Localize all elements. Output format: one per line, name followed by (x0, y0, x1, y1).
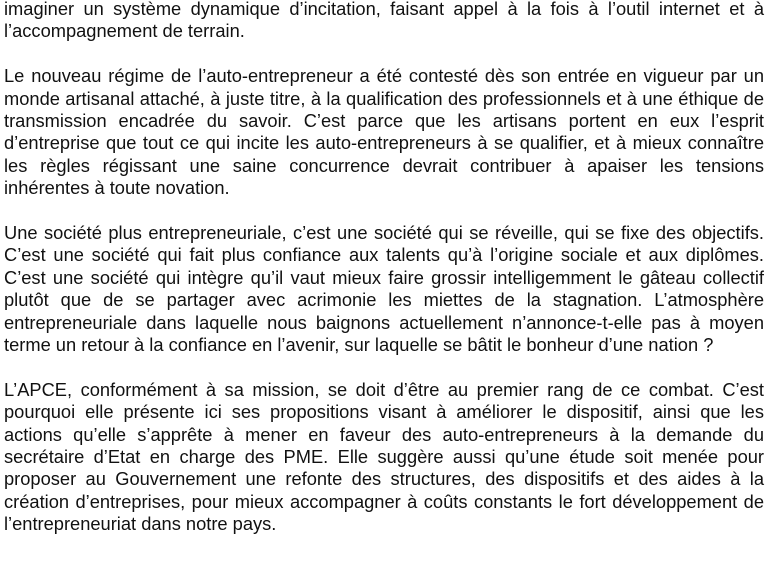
paragraph-entrepreneurial-society: Une société plus entrepreneuriale, c’est une société qui se réveille, qui se fixe des objectifs. C’est une société qui fait plus confiance aux talents qu’à l’origine sociale et aux diplômes. C’est une société qui intègre qu’il vaut mieux faire grossir intelligemment le gâteau collectif plutôt que de se partager avec acrimonie les miettes de la stagnation. L’atmosphère entrepreneuriale dans laquelle nous baignons actuellement n’annonce-t-elle pas à moyen terme un retour à la confiance en l’avenir, sur laquelle se bâtit le bonheur d’une nation ? (4, 222, 764, 356)
document-page (4, 0, 764, 536)
paragraph-apce-mission: L’APCE, conformément à sa mission, se doit d’être au premier rang de ce combat. C’est pourquoi elle présente ici ses propositions visant à améliorer le dispositif, ainsi que les actions qu’elle s’apprête à mener en faveur des auto-entrepreneurs à la demande du secrétaire d’Etat en charge des PME. Elle suggère aussi qu’une étude soit menée pour proposer au Gouvernement une refonte des structures, des dispositifs et des aides à la création d’entreprises, pour mieux accompagner à coûts constants le fort développement de l’entrepreneuriat dans notre pays. (4, 378, 764, 535)
paragraph-incitation: imaginer un système dynamique d’incitation, faisant appel à la fois à l’outil internet et à l’accompagnement de terrain. (4, 0, 764, 42)
paragraph-auto-entrepreneur-regime: Le nouveau régime de l’auto-entrepreneur a été contesté dès son entrée en vigueur par un monde artisanal attaché, à juste titre, à la qualification des professionnels et à une éthique de transmission encadrée du savoir. C’est parce que les artisans portent en eux l’esprit d’entreprise que tout ce qui incite les auto-entrepreneurs à se qualifier, et à mieux connaître les règles régissant une saine concurrence devrait contribuer à apaiser les tensions inhérentes à toute novation. (4, 65, 764, 199)
